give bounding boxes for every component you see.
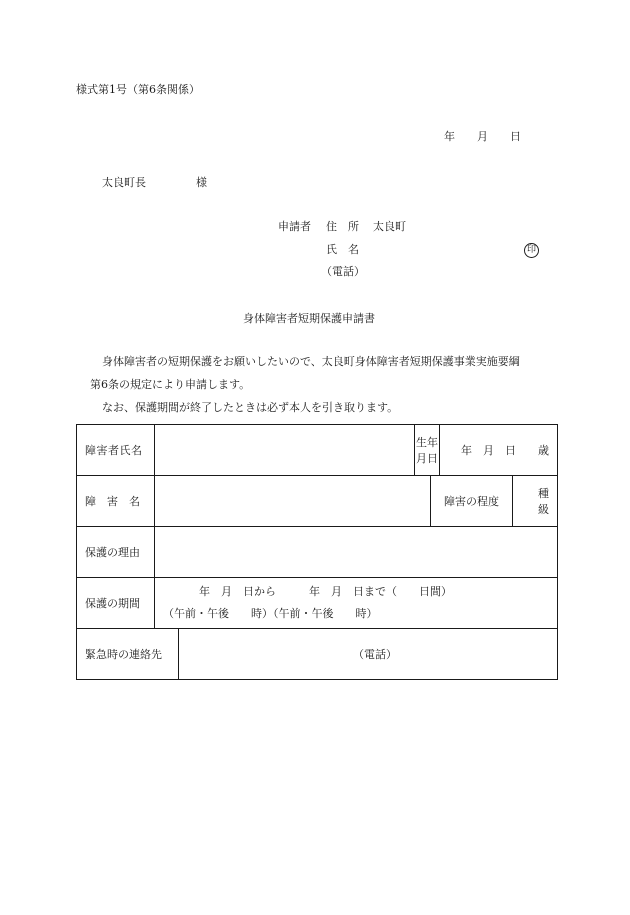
body-line-3: なお、保護期間が終了したときは必ず本人を引き取ります。 (102, 401, 399, 414)
seal-text: 印 (526, 245, 536, 255)
application-table (76, 424, 572, 680)
address-value: 太良町 (373, 220, 406, 233)
period-line-1: 年 月 日から 年 月 日まで（ 日間） (199, 585, 452, 598)
row-disability (77, 476, 558, 527)
form-number: 様式第1号（第6条関係） (76, 83, 200, 96)
address-label: 住 所 (326, 220, 359, 233)
emergency-phone: （電話） (353, 648, 397, 661)
period-field[interactable] (155, 578, 558, 629)
seal-mark (524, 243, 539, 258)
row-name (77, 425, 558, 476)
period-line-2: （午前・午後 時）（午前・午後 時） (163, 607, 378, 620)
disability-label-cell: 障 害 名 (77, 476, 155, 527)
date-line: 年 月 日 (444, 130, 521, 143)
addressee-honorific: 様 (196, 176, 207, 189)
body-line-2: 第6条の規定により申請します。 (90, 378, 251, 391)
reason-label-cell: 保護の理由 (77, 527, 155, 578)
degree-label-cell: 障害の程度 (431, 476, 513, 527)
birth-label-cell: 生年月日 (415, 425, 440, 476)
name-field[interactable] (155, 425, 415, 476)
body-line-1: 身体障害者の短期保護をお願いしたいので、太良町身体障害者短期保護事業実施要綱 (102, 355, 520, 368)
degree-field[interactable]: 種 級 (513, 476, 558, 527)
emergency-field[interactable] (179, 629, 558, 680)
name-label: 氏 名 (326, 243, 359, 256)
reason-field[interactable] (155, 527, 558, 578)
document-title: 身体障害者短期保護申請書 (243, 312, 375, 325)
emergency-label-cell: 緊急時の連絡先 (77, 629, 179, 680)
applicant-phone: （電話） (321, 265, 365, 278)
row-reason (77, 527, 558, 578)
period-label-cell: 保護の期間 (77, 578, 155, 629)
applicant-label: 申請者 (278, 220, 311, 233)
name-label-cell: 障害者氏名 (77, 425, 155, 476)
row-emergency (77, 629, 558, 680)
row-period (77, 578, 558, 629)
disability-field[interactable] (155, 476, 431, 527)
addressee-name: 太良町長 (102, 176, 146, 189)
birth-field[interactable]: 年 月 日 歳 (440, 425, 558, 476)
